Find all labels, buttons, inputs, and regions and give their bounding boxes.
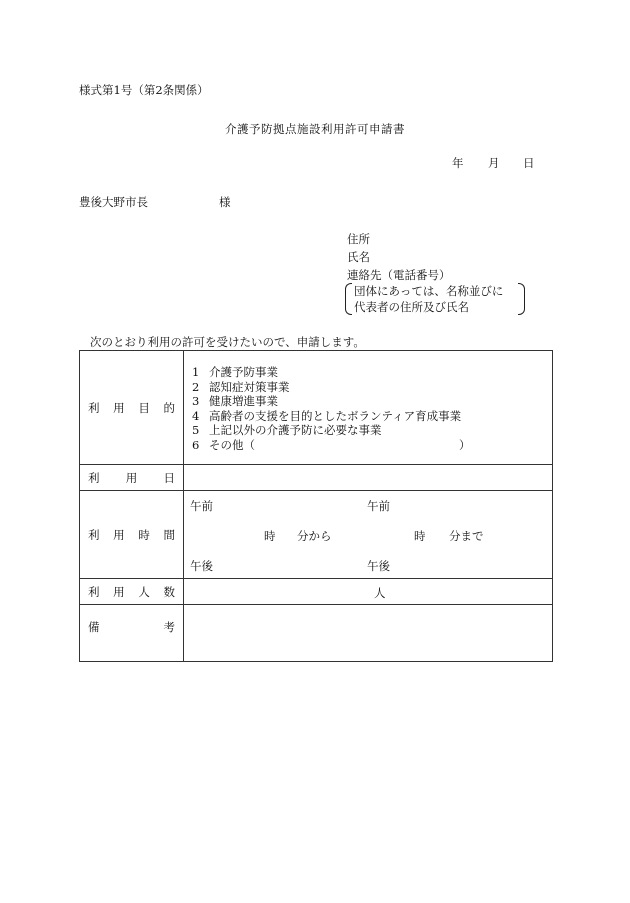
addressee-name: 豊後大野市長: [79, 195, 148, 209]
document-title: 介護予防拠点施設利用許可申請書: [225, 122, 405, 136]
applicant-name-label: 氏名: [347, 250, 370, 264]
people-count-label: 利 用 人 数: [80, 579, 184, 605]
left-bracket: [345, 283, 352, 315]
usage-date-row: [80, 465, 553, 491]
close-paren: ）: [459, 437, 471, 452]
right-bracket: [518, 283, 525, 315]
purpose-row: [80, 351, 553, 465]
remarks-row: [80, 605, 553, 662]
people-count-row: [80, 579, 553, 605]
usage-time-label: 利 用 時 間: [80, 491, 184, 579]
people-count-field[interactable]: [184, 579, 553, 605]
end-pm-label: 午後: [367, 559, 390, 573]
usage-date-field[interactable]: [184, 465, 553, 491]
organization-note-line1: 団体にあっては、名称並びに: [354, 284, 504, 298]
usage-date-label: 利 用 日: [80, 465, 184, 491]
people-unit: 人: [374, 585, 386, 600]
purpose-option[interactable]: 3 健康増進事業: [192, 394, 278, 408]
applicant-contact-label: 連絡先（電話番号）: [347, 268, 451, 282]
purpose-options[interactable]: [184, 351, 553, 465]
usage-time-field[interactable]: [184, 491, 553, 579]
end-hour-label: 時: [414, 529, 426, 543]
start-pm-label: 午後: [190, 559, 213, 573]
start-hour-label: 時: [264, 529, 276, 543]
addressee-honorific: 様: [219, 195, 231, 209]
start-am-label: 午前: [190, 499, 213, 513]
date-day-label: 日: [523, 156, 535, 170]
purpose-option[interactable]: 4 高齢者の支援を目的としたボランティア育成事業: [192, 408, 462, 423]
organization-note-line2: 代表者の住所及び氏名: [354, 300, 469, 314]
purpose-option-other[interactable]: 6 その他（ ）: [192, 437, 471, 452]
usage-time-row: [80, 491, 553, 579]
remarks-field[interactable]: [184, 605, 553, 662]
remarks-label: 備 考: [80, 605, 184, 662]
purpose-option[interactable]: 5 上記以外の介護予防に必要な事業: [192, 423, 382, 437]
applicant-address-label: 住所: [347, 232, 370, 246]
form-number: 様式第1号（第2条関係）: [79, 83, 209, 97]
start-minute-label: 分から: [297, 529, 332, 543]
date-year-label: 年: [452, 156, 464, 170]
purpose-option[interactable]: 2 認知症対策事業: [192, 379, 290, 394]
application-table: [79, 350, 553, 662]
intro-text: 次のとおり利用の許可を受けたいので、申請します。: [90, 335, 365, 349]
organization-note: [345, 283, 525, 315]
end-am-label: 午前: [367, 499, 390, 513]
purpose-option[interactable]: 1 介護予防事業: [192, 365, 278, 379]
date-month-label: 月: [488, 156, 500, 170]
end-minute-label: 分まで: [449, 529, 484, 543]
purpose-label: 利 用 目 的: [80, 351, 184, 465]
